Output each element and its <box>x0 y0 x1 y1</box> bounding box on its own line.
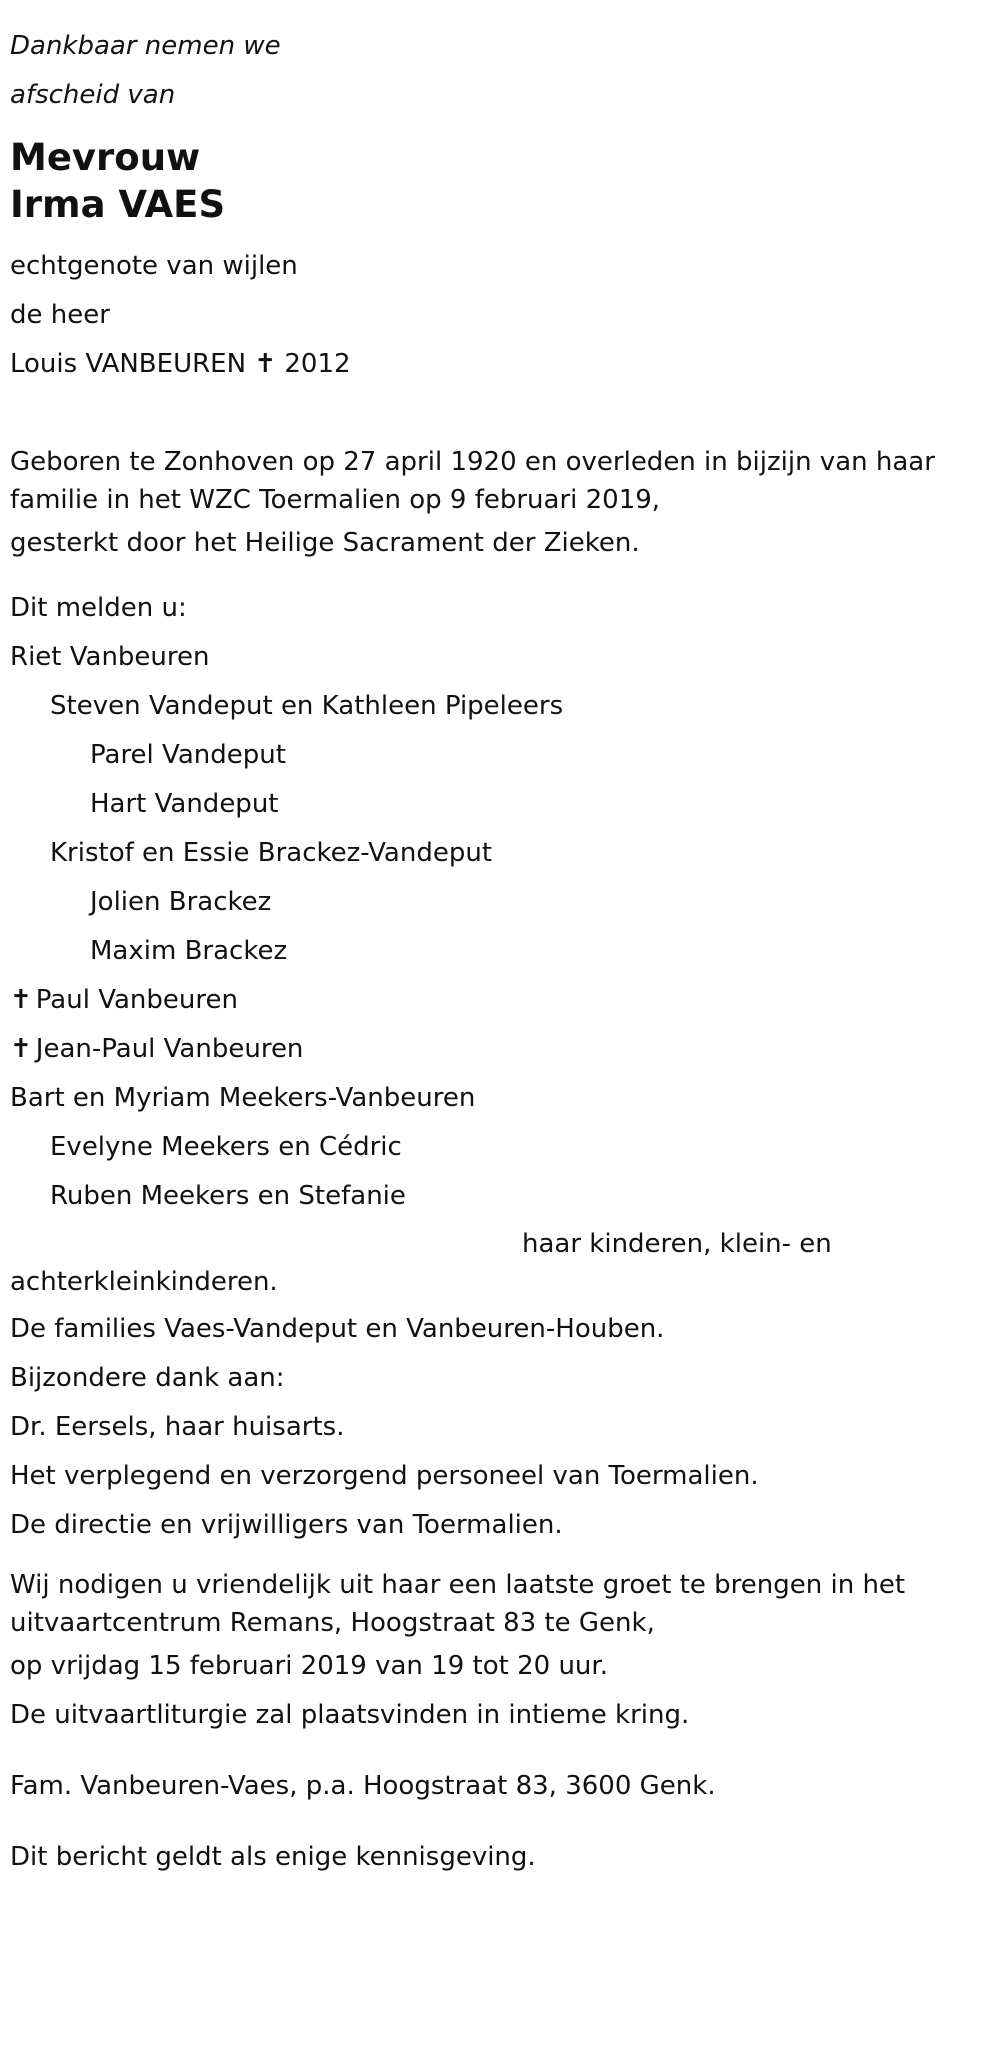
invitation-text: Wij nodigen u vriendelijk uit haar een laatste groet te brengen in het uitvaartcentrum Remans, Hoogstraat 83 te Genk, <box>10 1570 906 1638</box>
family-member <box>10 682 990 731</box>
family-member-name: Riet Vanbeuren <box>10 642 210 672</box>
family-member-name: Maxim Brackez <box>90 936 288 966</box>
spouse-line: de heer <box>10 300 110 330</box>
spouse-name: Louis VANBEUREN <box>10 349 247 379</box>
thanks-item: Dr. Eersels, haar huisarts. <box>10 1412 345 1442</box>
family-member <box>10 878 990 927</box>
family-member <box>10 976 990 1025</box>
family-member-name: Jean-Paul Vanbeuren <box>35 1034 304 1064</box>
announcement-block <box>10 584 990 1354</box>
liturgy-text: De uitvaartliturgie zal plaatsvinden in intieme kring. <box>10 1700 690 1730</box>
families-line: De families Vaes-Vandeput en Vanbeuren-Houben. <box>10 1314 665 1344</box>
spouse-line: echtgenote van wijlen <box>10 251 298 281</box>
family-member <box>10 633 990 682</box>
cross-icon: ✝ <box>10 1034 32 1064</box>
family-member-name: Evelyne Meekers en Cédric <box>50 1132 402 1162</box>
relation-tail-line: haar kinderen, klein- en <box>522 1229 832 1259</box>
family-address: Fam. Vanbeuren-Vaes, p.a. Hoogstraat 83, 3600 Genk. <box>10 1771 716 1801</box>
birth-death-text: Geboren te Zonhoven op 27 april 1920 en overleden in bijzijn van haar familie in het WZC Toermalien op 9 februari 2019, <box>10 447 935 515</box>
family-member <box>10 1025 990 1074</box>
intro-line: Dankbaar nemen we <box>10 31 281 61</box>
deceased-name: Irma VAES <box>10 183 226 226</box>
family-member-name: Bart en Myriam Meekers-Vanbeuren <box>10 1083 476 1113</box>
family-member-name: Steven Vandeput en Kathleen Pipeleers <box>50 691 564 721</box>
family-member <box>10 1123 990 1172</box>
family-member <box>10 1172 990 1221</box>
thanks-item: De directie en vrijwilligers van Toermalien. <box>10 1510 563 1540</box>
thanks-heading: Bijzondere dank aan: <box>10 1363 285 1393</box>
thanks-block <box>10 1354 990 1550</box>
thanks-item: Het verplegend en verzorgend personeel van Toermalien. <box>10 1461 759 1491</box>
deceased-name-block <box>10 134 990 228</box>
spouse-death-year: 2012 <box>284 349 351 379</box>
family-member <box>10 1074 990 1123</box>
family-member-name: Jolien Brackez <box>90 887 272 917</box>
family-member-name: Kristof en Essie Brackez-Vandeput <box>50 838 493 868</box>
invitation-date: op vrijdag 15 februari 2019 van 19 tot 20 uur. <box>10 1651 608 1681</box>
family-member <box>10 829 990 878</box>
sacrament-text: gesterkt door het Heilige Sacrament der Zieken. <box>10 528 640 558</box>
announce-intro: Dit melden u: <box>10 593 187 623</box>
spouse-block <box>10 242 990 389</box>
intro-line: afscheid van <box>10 80 176 110</box>
family-member-name: Paul Vanbeuren <box>35 985 238 1015</box>
cross-icon: ✝ <box>10 985 32 1015</box>
family-member-name: Hart Vandeput <box>90 789 279 819</box>
family-member <box>10 780 990 829</box>
family-member <box>10 731 990 780</box>
family-member-name: Parel Vandeput <box>90 740 286 770</box>
cross-icon: ✝ <box>254 349 277 379</box>
birth-death-block <box>10 443 990 568</box>
intro-text <box>10 22 990 120</box>
spouse-name-line <box>10 340 990 389</box>
invitation-block <box>10 1566 990 1740</box>
family-list <box>10 633 990 1221</box>
deceased-title: Mevrouw <box>10 136 201 179</box>
closing-text: Dit bericht geldt als enige kennisgeving. <box>10 1842 536 1872</box>
relation-tail-continuation: achterkleinkinderen. <box>10 1267 278 1297</box>
family-member <box>10 927 990 976</box>
family-member-name: Ruben Meekers en Stefanie <box>50 1181 406 1211</box>
